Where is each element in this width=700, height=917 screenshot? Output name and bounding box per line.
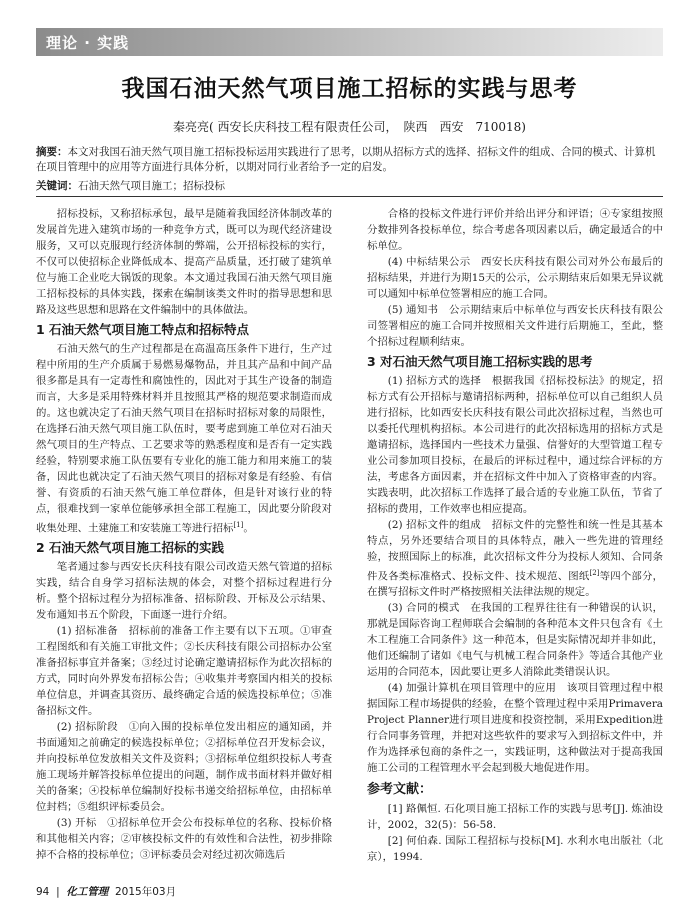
section-heading-2: 2 石油天然气项目施工招标的实践: [36, 540, 225, 556]
keywords: [36, 178, 663, 193]
reference-item: [1] 路佩恒. 石化项目施工招标工作的实践与思考[J]. 炼油设计，2002，32(5)：56-58.: [367, 803, 663, 832]
paragraph-text: (2) 招标文件的组成 招标文件的完整性和统一性是其基本特点，另外还要结合项目的具体特点，融入一些先进的管理经验，按照国际上的标准，此次招标文件分为投标人须知、合同条件及各类标准格式、投标文件、技术规范、图纸: [367, 519, 663, 583]
paragraph: (4) 加强计算机在项目管理中的应用 该项目管理过程中根据国际工程市场提供的经验，在整个管理过程中采用Primavera Project Planner进行项目进度和投资控制，采用Expedition进行合同事务管理，并把对这些软件的要求写入到招标文件中，并作为选择承包商的条件之一，实践证明，这种做法对于提高我国施工公司的工程管理水平会起到极大地促进作用。: [367, 682, 663, 775]
right-column: [367, 206, 663, 865]
references-heading: 参考文献：: [367, 782, 433, 798]
page-number: 94: [36, 886, 50, 898]
abstract-divider: [36, 196, 663, 197]
keywords-text: 石油天然气项目施工；招标投标: [78, 180, 225, 192]
section-bar: [36, 28, 663, 56]
paragraph: (3) 开标 ①招标单位开会公布投标单位的名称、投标价格和其他相关内容；②审核投标文件的有效性和合法性，初步排除掉不合格的投标单位；③评标委员会对经过初次筛选后: [36, 817, 332, 862]
page-footer: [36, 884, 176, 899]
magazine-name: 化工管理: [66, 886, 109, 898]
article-author: 秦亮亮( 西安长庆科技工程有限责任公司， 陕西 西安 710018): [173, 120, 526, 134]
paragraph: (2) 招标阶段 ①向入围的投标单位发出相应的通知函，并书面通知之前确定的候选投标单位；②招标单位召开发标会议，并向投标单位发放相关文件及资料；③招标单位组织投标人考查施工现场并解答投标单位提出的问题，制作成书面材料并做好相关的备案；④投标单位编制好投标书递交给招标单位，由招标单位封档；⑤组织评标委员会。: [36, 721, 332, 814]
paragraph: 笔者通过参与西安长庆科技有限公司改造天然气管道的招标实践，结合自身学习招标法规的体会，对整个招标过程进行分析。整个招标过程分为招标准备、招标阶段、开标及公示结果、发布通知书五个阶段，下面逐一进行介绍。: [36, 561, 332, 622]
paragraph: (1) 招标方式的选择 根据我国《招标投标法》的规定，招标方式有公开招标与邀请招标两种，招标单位可以自己组织人员进行招标，比如西安长庆科技有限公司此次招标过程，当然也可以委托代理机构招标。本公司进行的此次招标选用的招标方式是邀请招标，选择国内一些技术力量强、信誉好的大型管道工程专业公司参加项目投标，在最后的评标过程中，通过综合评标的方法，考虑各方面因素，并在招标文件中加入了资格审查的内容。实践表明，此次招标工作选择了最合适的专业施工队伍，节省了招标的费用，工作效率也相应提高。: [367, 375, 663, 515]
abstract: [36, 145, 663, 175]
paragraph: (3) 合同的模式 在我国的工程界往往有一种错误的认识，那就是国际咨询工程师联合会编制的各种范本文件只包含有《土木工程施工合同条件》这一种范本，但是实际情况却并非如此，他们还编制了诸如《电气与机械工程合同条件》等适合其他产业运用的合同范本，因此要让更多人消除此类错误认识。: [367, 602, 663, 679]
paragraph-end: 。: [243, 522, 254, 535]
footer-separator: |: [56, 886, 60, 898]
section-label: 理论 · 实践: [46, 34, 130, 52]
abstract-label: 摘要：: [36, 146, 68, 158]
left-column: [36, 206, 332, 863]
intro-paragraph: 招标投标，又称招标承包，最早是随着我国经济体制改革的发展首先进入建筑市场的一种竞争方式，既可以为现代经济建设服务，又可以克服现行经济体制的弊端，公开招标投标的实行，不仅可以使招标企业降低成本、提高产品质量，还打破了建筑单位与施工企业吃大锅饭的现象。本文通过我国石油天然气项目施工招标投标的具体实践，探索在编制该类文件时的指导思想和思路及这些思想和思路在文件编制中的具体做法。: [36, 208, 332, 316]
paragraph: (5) 通知书 公示期结束后中标单位与西安长庆科技有限公司签署相应的施工合同并按照相关文件进行后期施工，至此，整个招标过程顺利结束。: [367, 304, 663, 348]
article-title: 我国石油天然气项目施工招标的实践与思考: [121, 76, 578, 102]
paragraph: (4) 中标结果公示 西安长庆科技有限公司对外公布最后的招标结果，并进行为期15天的公示，公示期结束后如果无异议就可以通知中标单位签署相应的施工合同。: [367, 256, 663, 300]
paragraph-text: 石油天然气的生产过程都是在高温高压条件下进行，生产过程中所用的生产介质属于易燃易爆物品，并且其产品和中间产品很多都是具有一定毒性和腐蚀性的，因此对于其生产设备的制造而言，大多是采用特殊材料并且按照其严格的规范要求制造而成的。这也就决定了石油天然气项目在招标时招标对象的局限性，在选择石油天然气项目施工队伍时，要考虑到施工单位对石油天然气项目的生产特点、工艺要求等的熟悉程度和是否有一定实践经验，特别要求施工队伍要有专业化的施工能力和用来施工的装备，因此也就决定了石油天然气项目的招标对象是有经验、有信誉、有资质的石油天然气施工单位群体，但是针对该行业的特点，很难找到一家单位能够承担全部工程施工，因此要分阶段对收集处理、土建施工和安装施工等进行招标: [36, 343, 332, 535]
section-heading-1: 1 石油天然气项目施工特点和招标特点: [36, 322, 250, 337]
section-heading-3: 3 对石油天然气项目施工招标实践的思考: [367, 354, 593, 369]
paragraph: [367, 517, 663, 600]
citation-2: [2]: [589, 569, 600, 577]
paragraph: [36, 341, 332, 536]
paragraph: 合格的投标文件进行评价并给出评分和评语；④专家组按照分数排列各投标单位，综合考虑各项因素以后，确定最适合的中标单位。: [367, 208, 663, 252]
paragraph: (1) 招标准备 招标前的准备工作主要有以下五项。①审查工程图纸和有关施工审批文件；②长庆科技有限公司招标办公室准备招标事宜并备案；③经过讨论确定邀请招标作为此次招标的方式，同时向外界发布招标公告；④收集并考察国内相关的投标单位信息，并调查其资历、最终确定合适的候选投标单位；⑤准备招标文件。: [36, 625, 332, 718]
citation-1: [1]: [233, 521, 244, 529]
issue-date: 2015年03月: [114, 886, 177, 898]
reference-item: [2] 何伯森. 国际工程招标与投标[M]. 水利水电出版社（北京），1994.: [367, 835, 663, 864]
abstract-text: 本文对我国石油天然气项目施工招标投标运用实践进行了思考，以期从招标方式的选择、招标文件的组成、合同的模式、计算机在项目管理中的应用等方面进行具体分析，以期对同行业者给予一定的启发。: [36, 146, 656, 173]
keywords-label: 关键词：: [36, 180, 78, 192]
paragraph-end: 等四个部分，在撰写招标文件时严格按照相关法律法规的规定。: [367, 570, 664, 599]
